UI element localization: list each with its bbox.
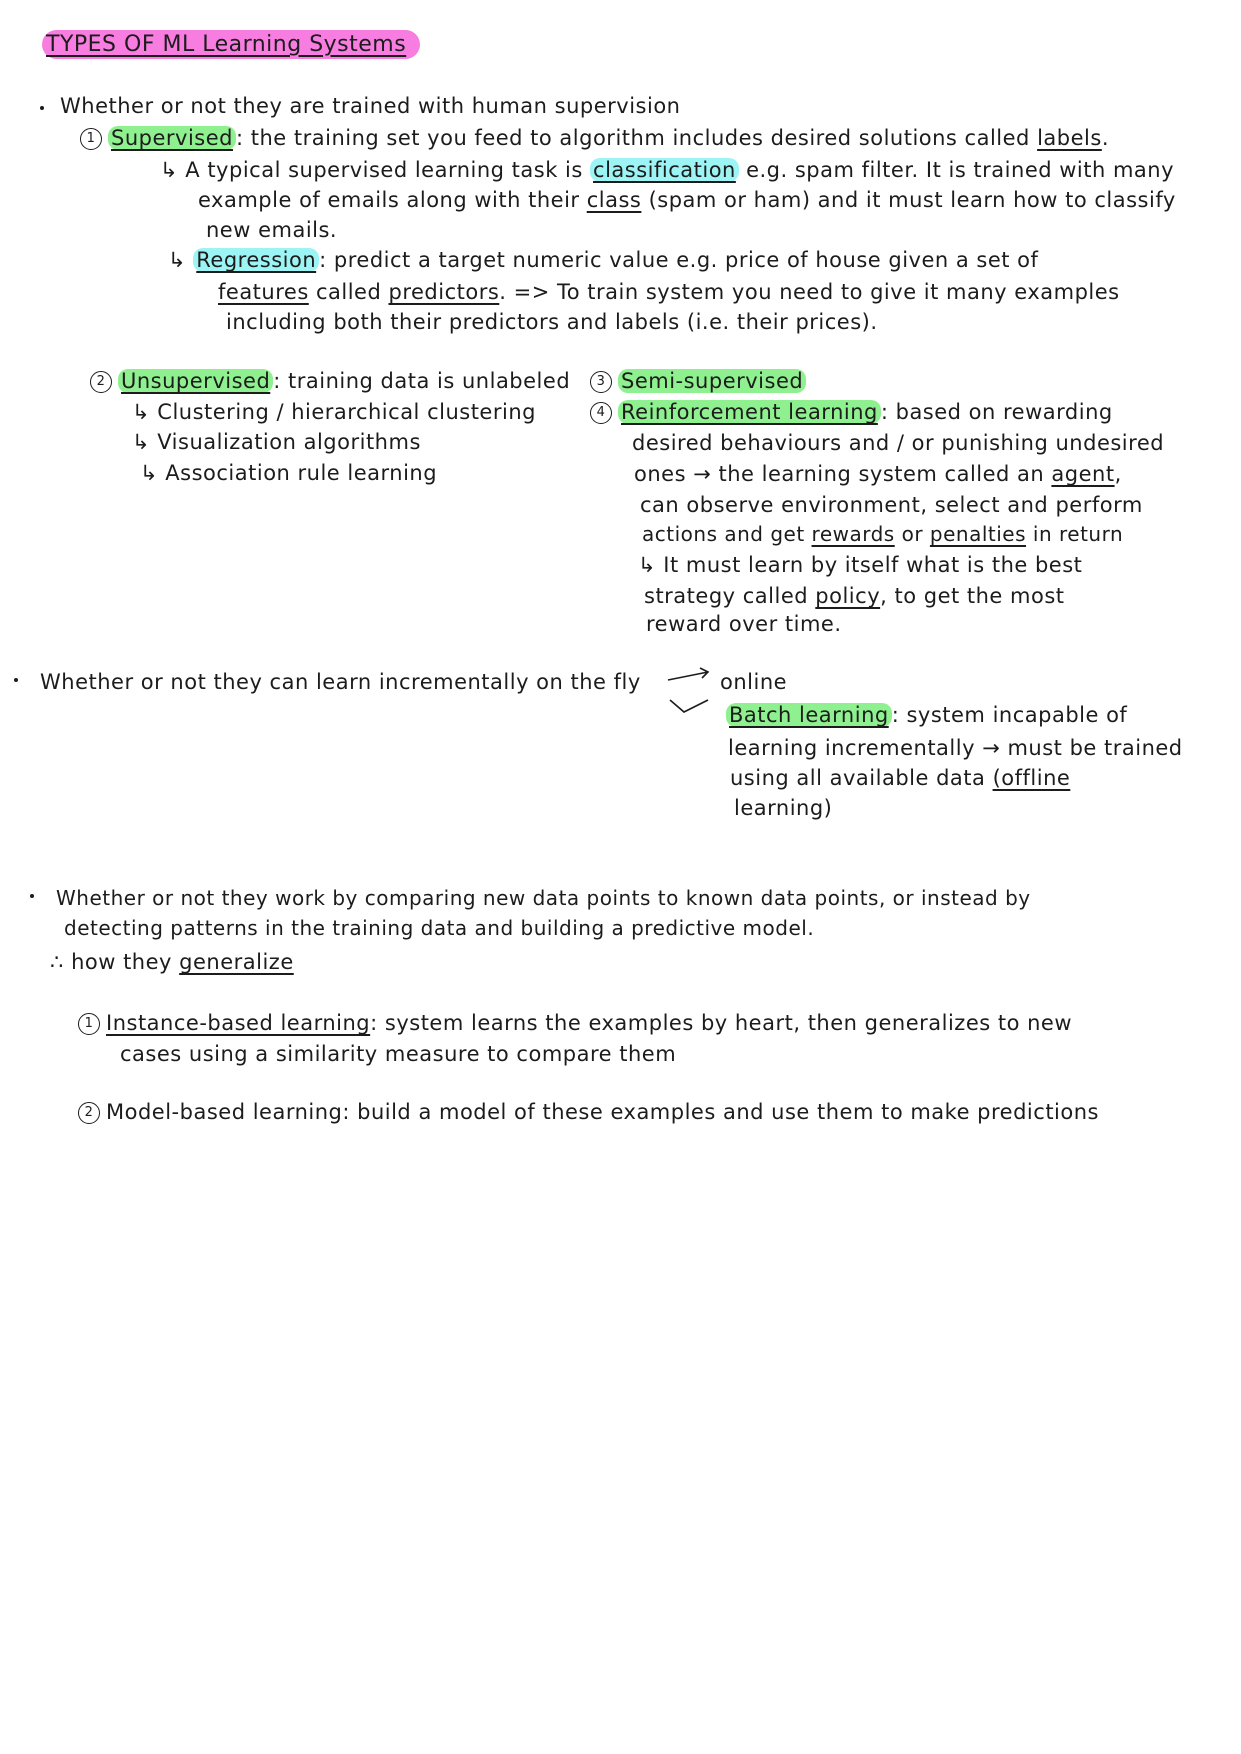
reinforcement-line5: actions and get rewards or penalties in return [642, 522, 1124, 546]
policy-word: policy [815, 584, 881, 608]
supervised-label: Supervised [108, 126, 236, 150]
section2-text: Whether or not they can learn incrementally on the fly [40, 670, 641, 694]
generalize-word: generalize [179, 950, 294, 974]
classification-line1: ↳ A typical supervised learning task is classification e.g. spam filter. It is trained with many [160, 158, 1175, 182]
reinforcement-label: Reinforcement learning [618, 400, 881, 424]
offline-word: (offline [992, 766, 1071, 790]
unsupervised-label: Unsupervised [118, 369, 273, 393]
classification-term: classification [590, 158, 739, 182]
instance-line1: 1 Instance-based learning: system learns the examples by heart, then generalizes to new [78, 1011, 1072, 1036]
classification-line3: new emails. [206, 218, 338, 242]
semi-supervised-line: 3 Semi-supervised [590, 369, 806, 394]
instance-line2: cases using a similarity measure to compare them [120, 1042, 677, 1066]
instance-label: Instance-based learning [106, 1011, 371, 1035]
agent-word: agent [1051, 462, 1115, 486]
reinforcement-line8: reward over time. [646, 612, 842, 636]
reinforcement-line1: 4 Reinforcement learning : based on rewarding [590, 400, 1113, 425]
model-line1: 2 Model-based learning: build a model of these examples and use them to make predictions [78, 1100, 1099, 1125]
reinforcement-line7: strategy called policy, to get the most [644, 584, 1065, 608]
labels-word: labels [1037, 126, 1102, 150]
bullet [14, 678, 18, 682]
regression-term: Regression [193, 248, 319, 272]
list-item: ↳ Visualization algorithms [132, 430, 421, 454]
batch-line2: learning incrementally → must be trained [728, 736, 1183, 760]
features-word: features [218, 280, 309, 304]
branch-arrows-icon [664, 664, 714, 720]
supervised-line: 1 Supervised : the training set you feed to algorithm includes desired solutions called labels. [80, 126, 1109, 151]
section3-how: ∴ how they generalize [50, 950, 294, 974]
penalties-word: penalties [929, 522, 1027, 546]
reinforcement-line4: can observe environment, select and perform [640, 493, 1143, 517]
batch-line3: using all available data (offline [730, 766, 1071, 790]
semi-supervised-label: Semi-supervised [618, 369, 806, 393]
page-title: TYPES OF ML Learning Systems [42, 32, 420, 58]
regression-line1: ↳ Regression : predict a target numeric value e.g. price of house given a set of [168, 248, 1039, 272]
reinforcement-line2: desired behaviours and / or punishing undesired [632, 431, 1165, 455]
section3-line2: detecting patterns in the training data and building a predictive model. [64, 916, 815, 940]
regression-line2: features called predictors. => To train system you need to give it many examples [218, 280, 1120, 304]
batch-line1: Batch learning : system incapable of [726, 703, 1127, 728]
batch-line4: learning) [734, 796, 833, 820]
model-label: Model-based learning [106, 1100, 343, 1124]
regression-line3: including both their predictors and labels (i.e. their prices). [226, 310, 878, 334]
bullet [40, 106, 44, 110]
section3-line1: Whether or not they work by comparing new data points to known data points, or instead by [56, 886, 1031, 910]
rewards-word: rewards [811, 522, 895, 546]
unsupervised-line: 2 Unsupervised : training data is unlabeled [90, 369, 570, 394]
class-word: class [586, 188, 642, 212]
bullet [30, 894, 34, 898]
section1-intro: Whether or not they are trained with human supervision [60, 94, 681, 118]
classification-line2: example of emails along with their class (spam or ham) and it must learn how to classify [198, 188, 1176, 212]
list-item: ↳ Association rule learning [140, 461, 438, 485]
reinforcement-line6: ↳ It must learn by itself what is the best [638, 553, 1083, 577]
list-item: ↳ Clustering / hierarchical clustering [132, 400, 536, 424]
predictors-word: predictors [388, 280, 500, 304]
online-label: online [720, 670, 788, 694]
reinforcement-line3: ones → the learning system called an agent, [634, 462, 1122, 486]
batch-label: Batch learning [726, 703, 892, 727]
